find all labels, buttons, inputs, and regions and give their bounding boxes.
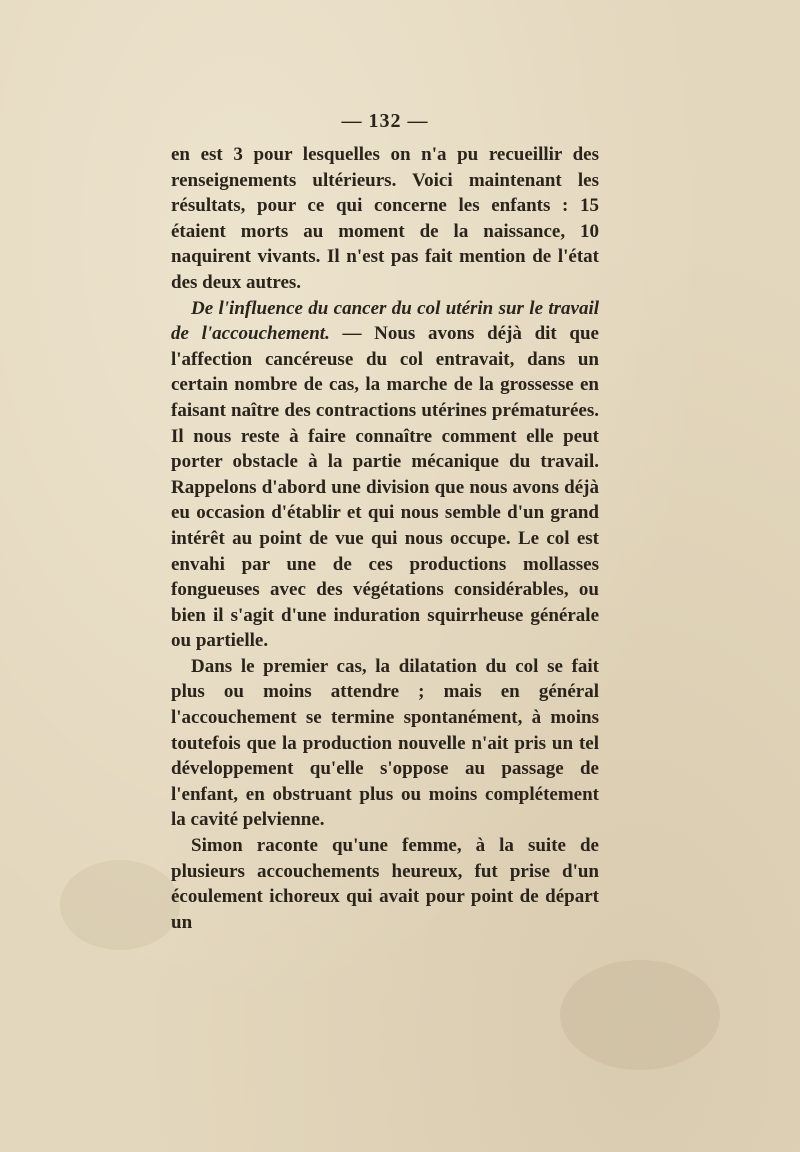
page-number: — 132 —: [341, 110, 429, 132]
paragraph: Dans le premier cas, la dilatation du col se fait plus ou moins attendre ; mais en général l'accouchement se termine spontanément, à moins toutefois que la production nouvelle n'ait pris un tel développement qu'elle s'oppose au passage de l'enfant, en obstruant plus ou moins complétement la cavité pelvienne.: [171, 655, 599, 831]
paragraph: [171, 296, 599, 654]
paper-stain: [60, 860, 180, 950]
paragraph: en est 3 pour lesquelles on n'a pu recueillir des renseignements ultérieurs. Voici maintenant les résultats, pour ce qui concerne les enfants : 15 étaient morts au moment de la naissance, 10 naquirent vivants. Il n'est pas fait mention de l'état des deux autres.: [171, 144, 599, 293]
section-heading: De l'influence du cancer du col utérin sur le travail de l'accouchement.: [171, 297, 599, 345]
paragraph-text: — Nous avons déjà dit que l'affection cancéreuse du col entravait, dans un certain nombre de cas, la marche de la grossesse en faisant naître des contractions utérines prématurées. Il nous reste à faire connaître comment elle peut porter obstacle à la partie mécanique du travail. Rappelons d'abord une division que nous avons déjà eu occasion d'établir et qui nous semble d'un grand intérêt au point de vue qui nous occupe. Le col est envahi par une de ces productions mollasses fongueuses avec des végétations considérables, ou bien il s'agit d'une induration squirrheuse générale ou partielle.: [171, 323, 599, 652]
paragraph: Simon raconte qu'une femme, à la suite de plusieurs accouchements heureux, fut prise d'un écoulement ichoreux qui avait pour point de départ un: [171, 835, 599, 933]
body-text: [171, 142, 599, 935]
paper-stain: [560, 960, 720, 1070]
